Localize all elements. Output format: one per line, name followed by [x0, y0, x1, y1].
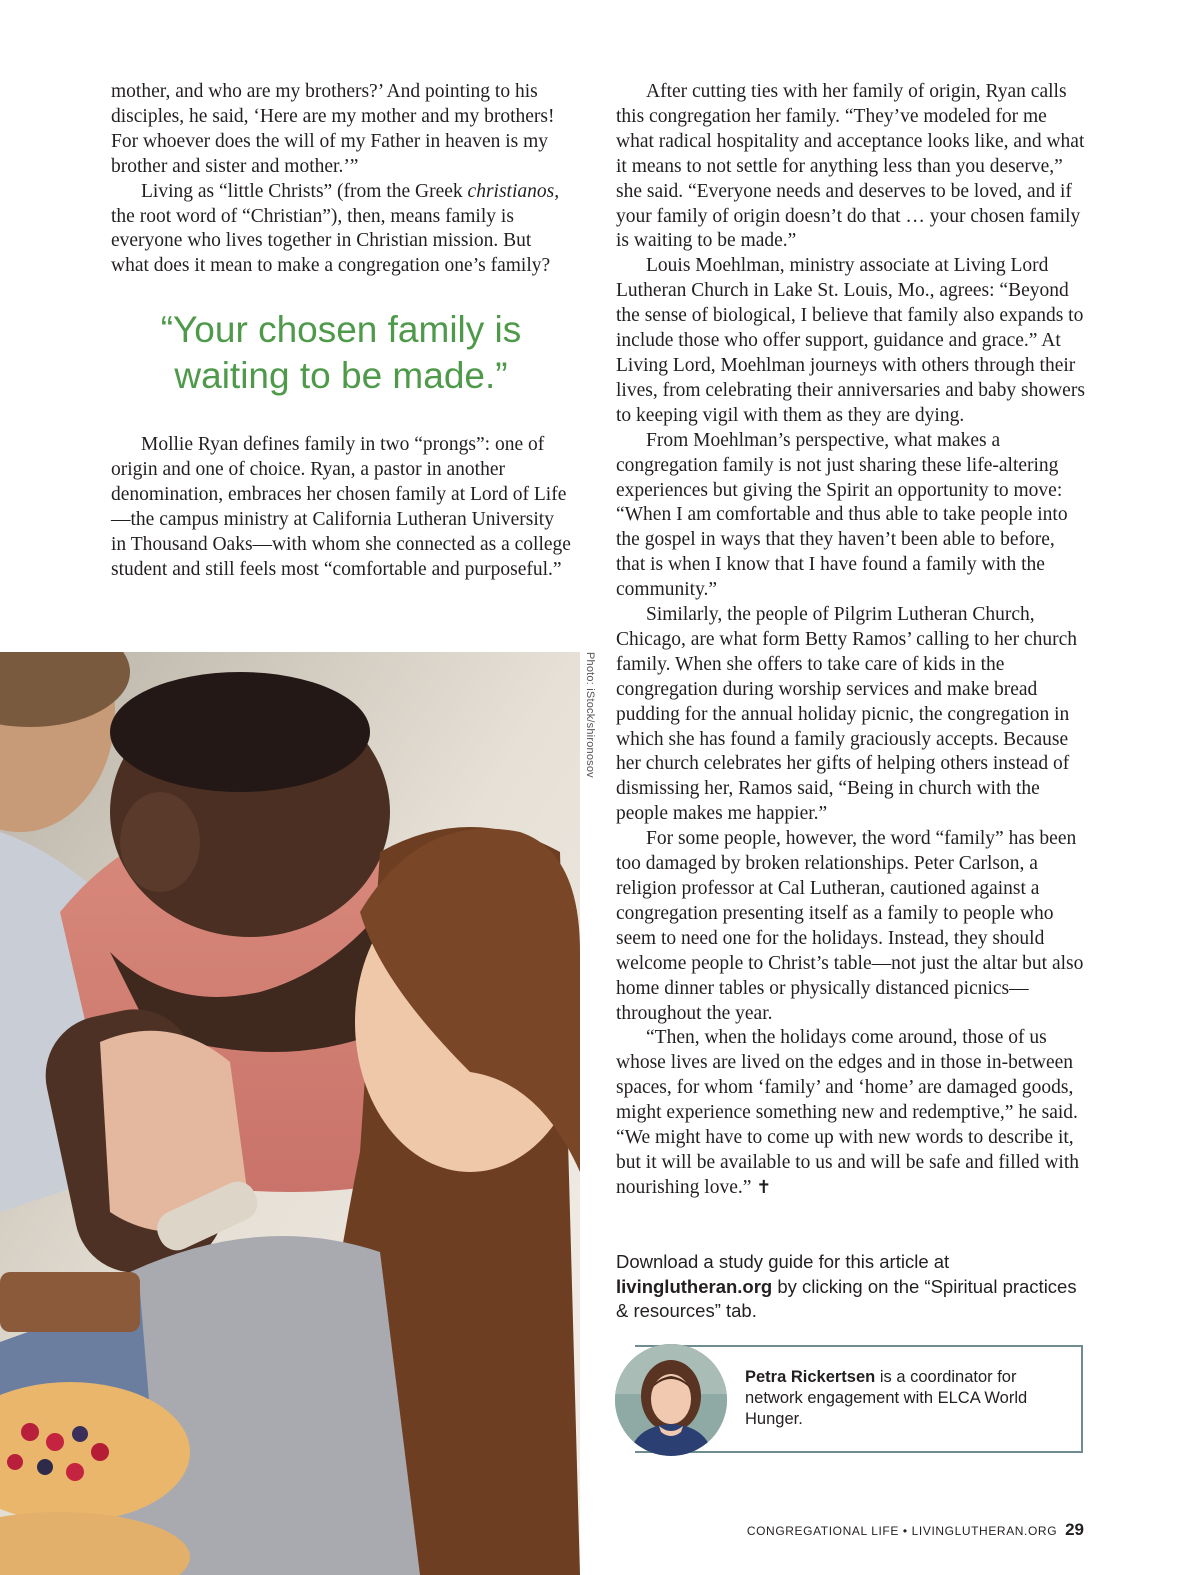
author-name: Petra Rickertsen [745, 1368, 876, 1386]
photo-credit: Photo: iStock/shironosov [584, 652, 596, 778]
footer-site: LIVINGLUTHERAN.ORG [911, 1524, 1058, 1538]
praying-people-illustration [0, 652, 580, 1575]
page-number: 29 [1065, 1520, 1084, 1539]
author-bio: Petra Rickertsen is a coordinator for network engagement with ELCA World Hunger. [745, 1368, 1028, 1428]
greek-term: christianos, [467, 180, 560, 202]
paragraph: From Moehlman’s perspective, what makes a congregation family is not just sharing these life-altering experiences but giving the Spirit an opportunity to move: “When I am comfortable and thus able to take people into the gospel in ways that they haven’t been able to before, that is when I know that I have found a family with the community.” [616, 429, 1068, 601]
study-guide-link[interactable]: livinglutheran.org [616, 1275, 773, 1297]
paragraph: Similarly, the people of Pilgrim Lutheran Church, Chicago, are what form Betty Ramos’ calling to her church family. When she offers to take care of kids in the congregation during worship services and make bread pudding for the annual holiday picnic, the congregation in which she has found a family graciously accepts. Because her church celebrates her gifts of helping others instead of dismissing her, Ramos said, “Being in church with the people makes me happier.” [616, 604, 1077, 825]
study-guide-note: Download a study guide for this article at livinglutheran.org by clicking on the “Spiritual practices & resources” tab. [616, 1251, 1077, 1321]
paragraph: mother, and who are my brothers?’ And pointing to his disciples, he said, ‘Here are my mother and my brothers! For whoever does the will of my Father in heaven is my brother and sister and mother.’” [111, 81, 555, 177]
paragraph: Louis Moehlman, ministry associate at Living Lord Lutheran Church in Lake St. Louis, Mo., agrees: “Beyond the sense of biological, I believe that family also expands to include those who offer support, guidance and grace.” At Living Lord, Moehlman journeys with others through their lives, from celebrating their anniversaries and baby showers to keeping vigil with them as they are dying. [616, 255, 1085, 426]
paragraph: Living as “little Christs” (from the Greek christianos, the root word of “Christian”), then, means family is everyone who lives together in Christian mission. But what does it mean to make a congregation one’s family? [111, 180, 560, 277]
article-photo [0, 652, 580, 1575]
pull-quote: “Your chosen family is waiting to be made.” [160, 309, 522, 397]
footer-separator: • [902, 1524, 908, 1538]
author-avatar [615, 1344, 727, 1456]
article-column-left [111, 80, 571, 583]
article-column-right [616, 80, 1086, 1201]
paragraph: After cutting ties with her family of origin, Ryan calls this congregation her family. “They’ve modeled for me what radical hospitality and acceptance looks like, and what it means to not settle for anything less than you deserve,” she said. “Everyone needs and deserves to be loved, and if your family of origin doesn’t do that … your chosen family is waiting to be made.” [616, 81, 1085, 252]
footer-section: CONGREGATIONAL LIFE [746, 1524, 899, 1538]
paragraph: Mollie Ryan defines family in two “prongs”: one of origin and one of choice. Ryan, a pastor in another denomination, embraces her chosen family at Lord of Life—the campus ministry at California Lutheran University in Thousand Oaks—with whom she connected as a college student and still feels most “comfortable and purposeful.” [111, 434, 571, 580]
author-portrait-image [615, 1344, 727, 1456]
end-cross-icon: ✝ [756, 1176, 772, 1198]
page-footer [747, 1520, 1084, 1540]
paragraph: “Then, when the holidays come around, those of us whose lives are lived on the edges and in those in-between spaces, for whom ‘family’ and ‘home’ are damaged goods, might experience something new and redemptive,” he said. “We might have to come up with new words to describe it, but it will be available to us and will be safe and filled with nourishing love.” ✝ [616, 1027, 1080, 1198]
paragraph: For some people, however, the word “family” has been too damaged by broken relationships. Peter Carlson, a religion professor at Cal Lutheran, cautioned against a congregation presenting itself as a family to people who seem to need one for the holidays. Instead, they should welcome people to Christ’s table—not just the altar but also home dinner tables or physically distanced picnics—throughout the year. [616, 828, 1084, 1024]
